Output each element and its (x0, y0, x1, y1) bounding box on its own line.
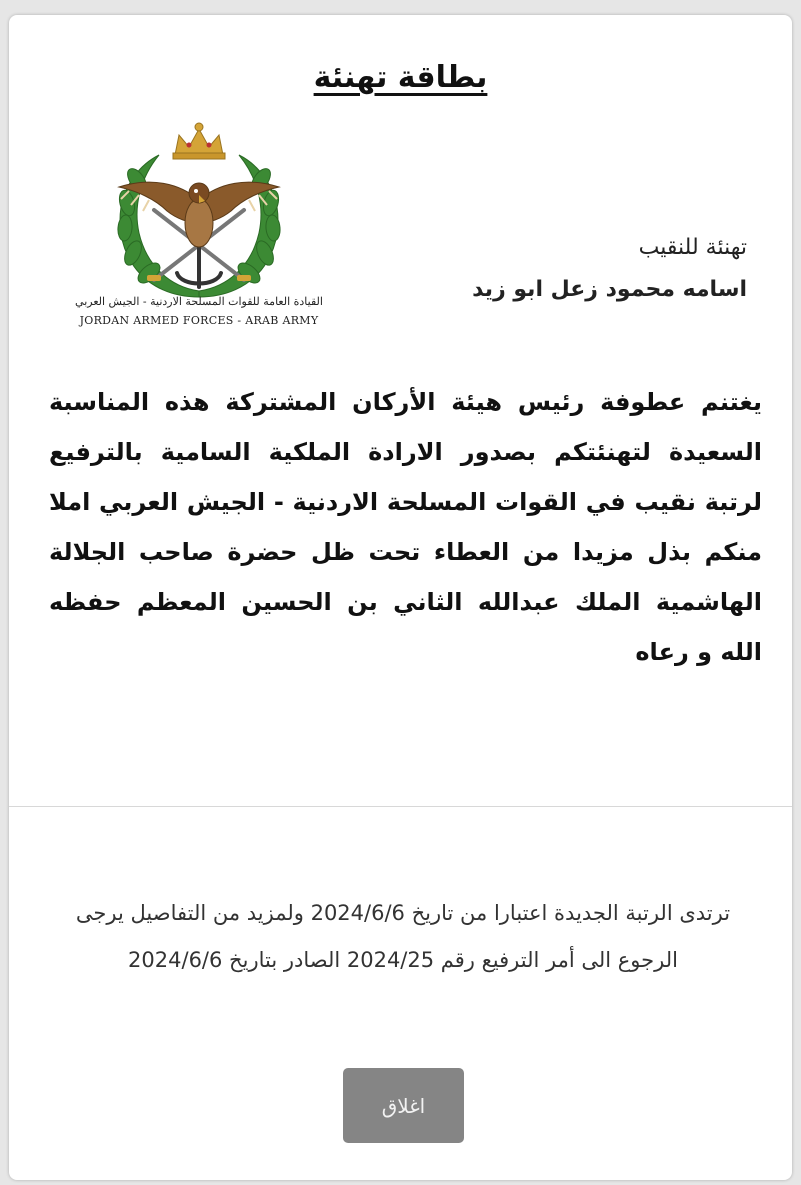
recipient-block (472, 227, 747, 311)
divider (9, 806, 792, 807)
recipient-name: اسامه محمود زعل ابو زيد (472, 277, 747, 302)
congratulation-message: يغتنم عطوفة رئيس هيئة الأركان المشتركة هذه المناسبة السعيدة لتهنئتكم بصدور الارادة الملكية السامية بالترفيع لرتبة نقيب في القوات المسلحة الاردنية - الجيش العربي املا منكم بذل مزيدا من العطاء تحت ظل حضرة صاحب الجلالة الهاشمية الملك عبدالله الثاني بن الحسين المعظم حفظه الله و رعاه (49, 388, 762, 666)
recipient-greeting: تهنئة للنقيب (638, 235, 747, 260)
close-button[interactable]: اغلاق (343, 1068, 464, 1143)
emblem-caption-arabic: القيادة العامة للقوات المسلحة الاردنية - الجيش العربي (75, 295, 323, 308)
card-title: بطاقة تهنئة (313, 60, 488, 95)
emblem-caption-english: JORDAN ARMED FORCES - ARAB ARMY (79, 314, 319, 327)
congratulation-card (9, 15, 792, 1180)
promotion-footnote: ترتدى الرتبة الجديدة اعتبارا من تاريخ 2024/6/6 ولمزيد من التفاصيل يرجى الرجوع الى أمر الترفيع رقم 2024/25 الصادر بتاريخ 2024/6/6 (75, 901, 731, 972)
